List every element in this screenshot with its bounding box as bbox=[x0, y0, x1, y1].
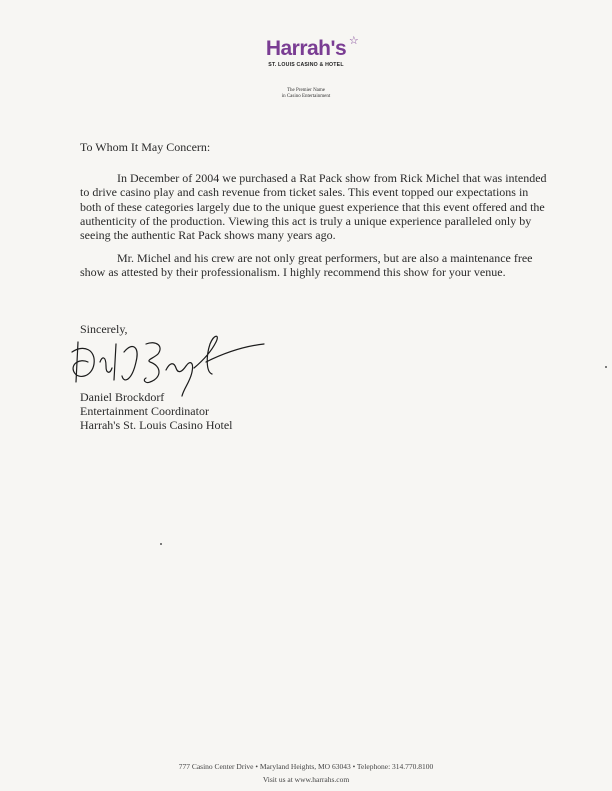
signer-title: Entertainment Coordinator bbox=[80, 404, 209, 418]
body-paragraph-2 bbox=[80, 251, 548, 280]
signer-name: Daniel Brockdorf bbox=[80, 390, 165, 404]
salutation: To Whom It May Concern: bbox=[80, 140, 211, 154]
scan-speck bbox=[160, 543, 162, 545]
scan-speck bbox=[605, 366, 607, 368]
footer-address: 777 Casino Center Drive • Maryland Heights, MO 63043 • Telephone: 314.770.8100 bbox=[178, 762, 434, 771]
logo-wordmark bbox=[265, 35, 359, 60]
body-paragraph-1-text: In December of 2004 we purchased a Rat Pack show from Rick Michel that was intended to drive casino play and cash revenue from ticket sales. This event topped our expectations in both of these categories largely due to the unique guest experience that this event offered and the authenticity of the production. Viewing this act is truly a unique experience paralleled only by seeing the authentic Rat Pack shows many years ago. bbox=[80, 171, 547, 243]
logo-text: Harrah's bbox=[265, 37, 347, 60]
tagline bbox=[250, 88, 362, 100]
body-paragraph-2-text: Mr. Michel and his crew are not only great performers, but are also a maintenance free show as attested by their professionalism. I highly recommend this show for your venue. bbox=[80, 251, 533, 280]
footer-website: Visit us at www.harrahs.com bbox=[262, 775, 350, 784]
body-paragraph-1 bbox=[80, 171, 548, 242]
tagline-line-1: The Premier Name bbox=[286, 88, 326, 93]
star-icon: ☆ bbox=[348, 35, 359, 47]
harrahs-logo bbox=[246, 35, 366, 68]
logo-subtitle: ST. LOUIS CASINO & HOTEL bbox=[268, 62, 344, 68]
closing: Sincerely, bbox=[80, 322, 128, 336]
signer-organization: Harrah's St. Louis Casino Hotel bbox=[80, 418, 233, 432]
tagline-line-2: in Casino Entertainment bbox=[281, 94, 331, 99]
